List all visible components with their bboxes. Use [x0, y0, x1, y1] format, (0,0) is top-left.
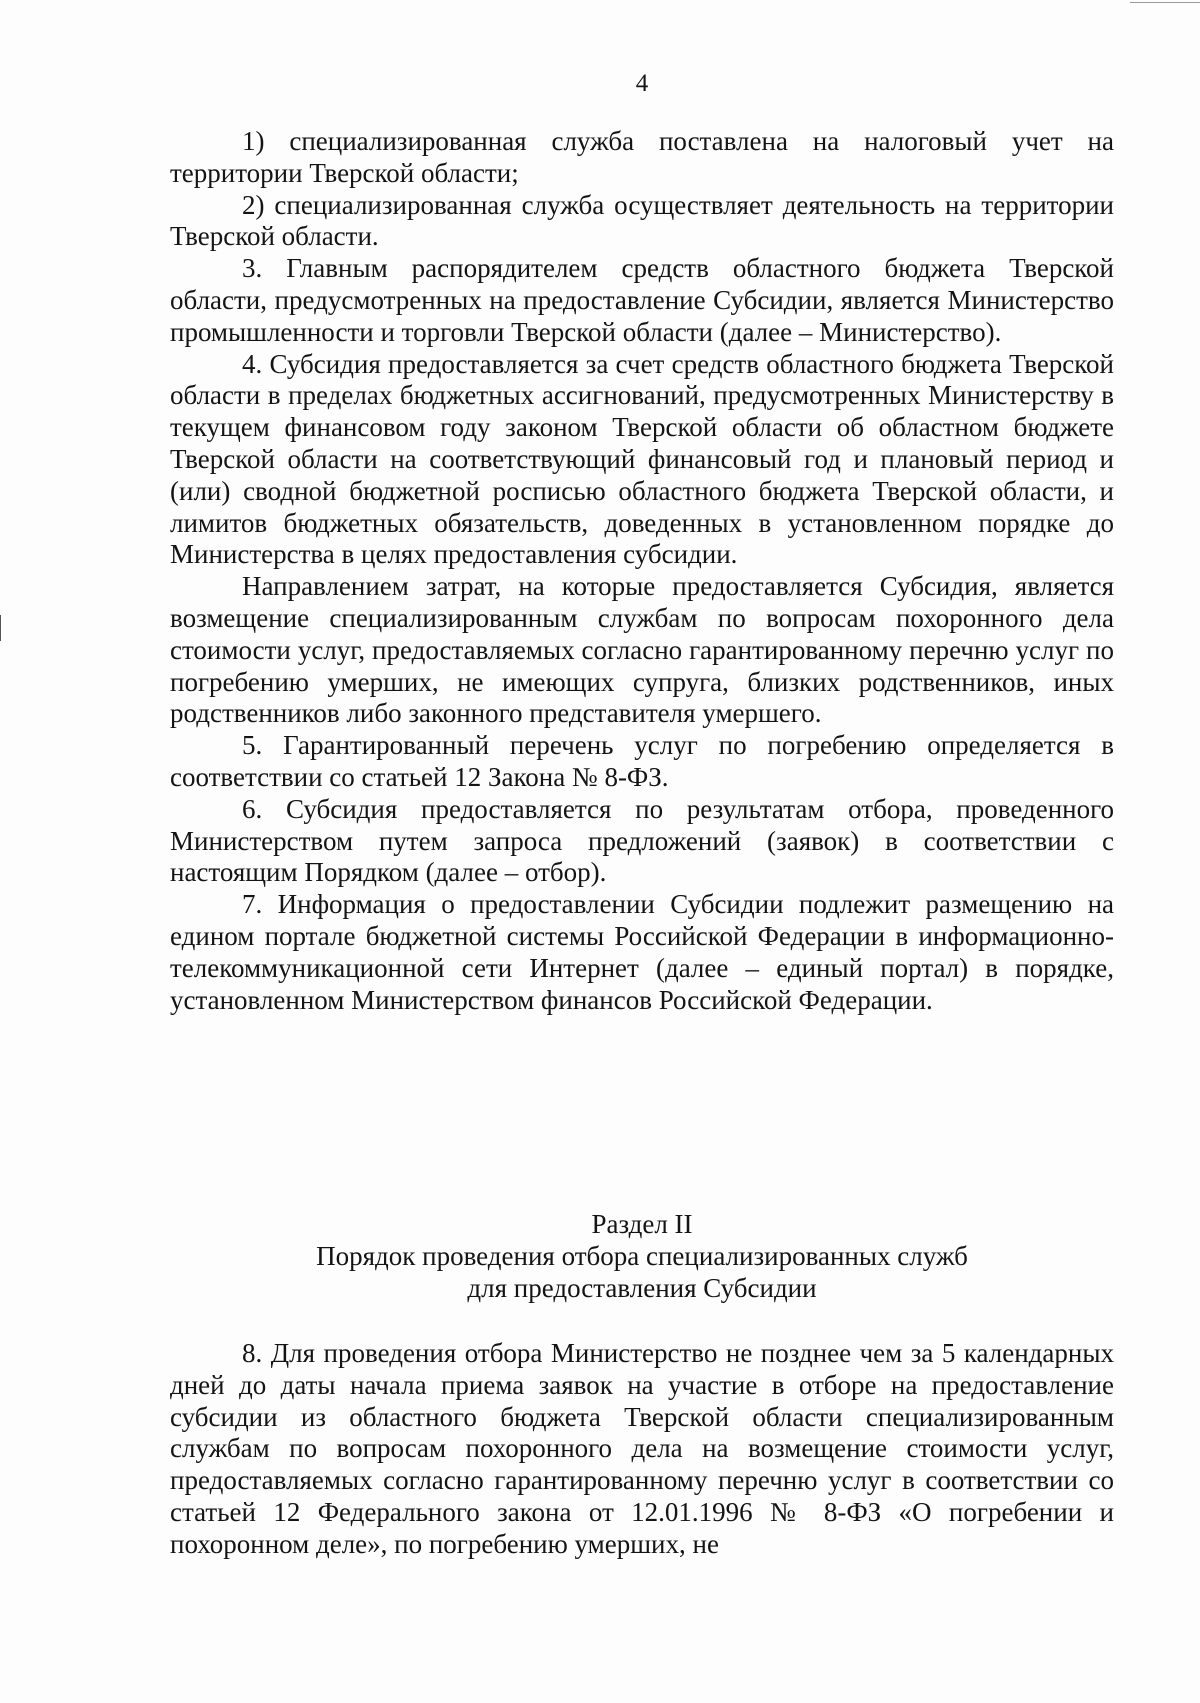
paragraph: 8. Для проведения отбора Министерство не позднее чем за 5 календарных дней до даты начала приема заявок на участие в отборе на предоставление субсидии из областного бюджета Тверской области специализированным службам по вопросам похоронного дела на возмещение стоимости услуг, предоставляемых согласно гарантированному перечню услуг в соответствии со статьей 12 Федерального закона от 12.01.1996 № 8-ФЗ «О погребении и похоронном деле», по погребению умерших, не	[170, 1338, 1114, 1559]
section-label: Раздел II	[591, 1209, 693, 1239]
paragraph: 1) специализированная служба поставлена на налоговый учет на территории Тверской области;	[170, 126, 1114, 188]
document-body	[170, 126, 1114, 1016]
paragraph: 3. Главным распорядителем средств областного бюджета Тверской области, предусмотренных на предоставление Субсидии, является Министерство промышленности и торговли Тверской области (далее – Министерство).	[170, 253, 1114, 347]
document-body-continued	[170, 1338, 1114, 1561]
paragraph: 2) специализированная служба осуществляет деятельность на территории Тверской области.	[170, 189, 1114, 252]
scan-edge-mark	[0, 615, 1, 641]
scan-edge-line	[1130, 2, 1200, 3]
paragraph: Направлением затрат, на которые предоставляется Субсидия, является возмещение специализированным службам по вопросам похоронного дела стоимости услуг, предоставляемых согласно гарантированному перечню услуг по погребению умерших, не имеющих супруга, близких родственников, иных родственников либо законного представителя умершего.	[170, 571, 1114, 729]
paragraph: 5. Гарантированный перечень услуг по погребению определяется в соответствии со статьей 12 Закона № 8-ФЗ.	[170, 730, 1114, 792]
paragraph: 4. Субсидия предоставляется за счет средств областного бюджета Тверской области в пределах бюджетных ассигнований, предусмотренных Министерству в текущем финансовом году законом Тверской области об областном бюджете Тверской области на соответствующий финансовый год и плановый период и (или) сводной бюджетной росписью областного бюджета Тверской области, и лимитов бюджетных обязательств, доведенных в установленном порядке до Министерства в целях предоставления субсидии.	[170, 348, 1114, 570]
page-number: 4	[635, 70, 649, 97]
section-title: Порядок проведения отбора специализированных служб	[316, 1241, 968, 1271]
section-heading	[170, 1208, 1114, 1304]
section-title: для предоставления Субсидии	[467, 1273, 817, 1303]
paragraph: 6. Субсидия предоставляется по результатам отбора, проведенного Министерством путем запроса предложений (заявок) в соответствии с настоящим Порядком (далее – отбор).	[170, 793, 1114, 888]
paragraph: 7. Информация о предоставлении Субсидии подлежит размещению на едином портале бюджетной системы Российской Федерации в информационно-телекоммуникационной сети Интернет (далее – единый портал) в порядке, установленном Министерством финансов Российской Федерации.	[170, 889, 1114, 1015]
